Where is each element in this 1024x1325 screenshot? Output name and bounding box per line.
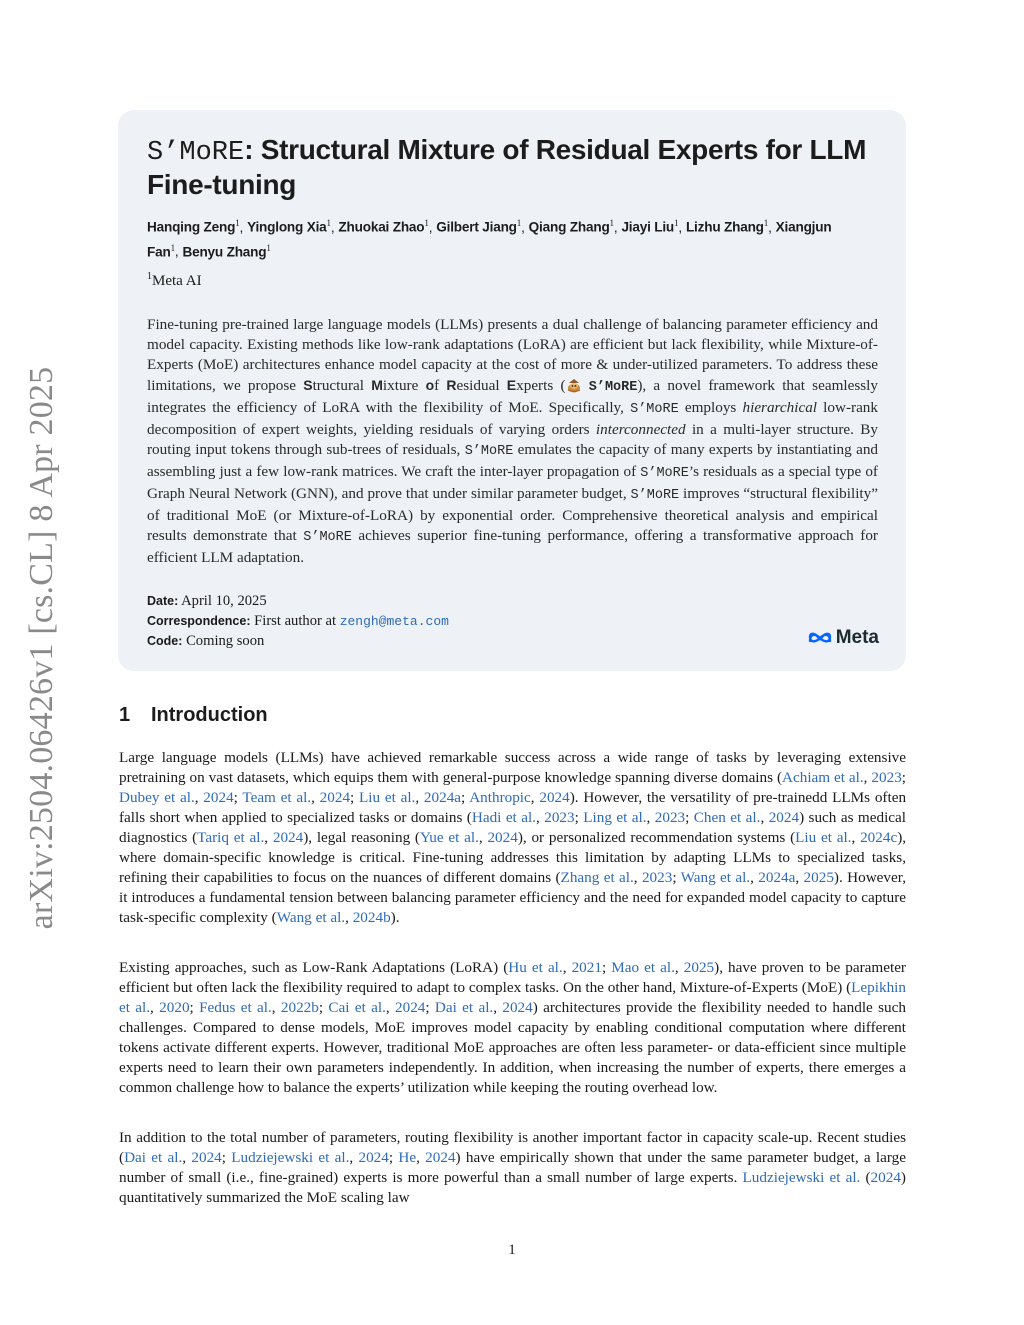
citation-link[interactable]: 2024a [423,789,462,806]
paragraph-text: ), legal reasoning ( [303,829,420,846]
citation-link[interactable]: 2024c [860,829,898,846]
affiliation-name: Meta AI [152,273,202,290]
paragraph-text: , [535,809,545,826]
paragraph-text: ) such as medical diagnostics ( [119,809,906,846]
paragraph-text: ; [221,1149,232,1166]
citation-link[interactable]: 2024a [758,869,796,886]
header-card [118,110,906,671]
author-name: Qiang Zhang [528,219,610,235]
citation-link[interactable]: Anthropic [469,789,531,806]
arxiv-identifier-stamp: arXiv:2504.06426v1 [cs.CL] 8 Apr 2025 [23,366,60,930]
author-affiliation-mark: 1 [674,218,679,228]
citation-link[interactable]: Chen et al. [693,809,761,826]
title-short-name: S’MoRE [147,138,245,168]
citation-link[interactable]: Dai et al. [124,1149,183,1166]
citation-link[interactable]: Achiam et al. [782,769,864,786]
paragraph-text: ; [901,769,907,786]
code-value: Coming soon [186,632,265,649]
correspondence-label: Correspondence: [147,613,251,628]
method-name: S’MoRE [588,380,638,396]
abstract [147,315,878,568]
paragraph-text: , [416,1149,426,1166]
intro-paragraph-2 [119,958,906,1098]
paragraph-text: ), where domain-specific knowledge is critical. Fine-tuning addresses this limitation by adapting LLMs to specialized tasks, refining their capabilities to focus on the nuances of different domains ( [119,829,907,886]
author-affiliation-mark: 1 [516,218,522,228]
paragraph-text: ; [461,789,470,806]
meta-logo [807,627,879,649]
paragraph-text: Large language models (LLMs) have achieved remarkable success across a wide range of tasks by leveraging extensive pretraining on vast datasets, which equips them with general-purpose knowledge spanning diverse domains ( [119,749,906,786]
citation-link[interactable]: 2024 [768,809,800,826]
paragraph-text: , [349,1149,359,1166]
citation-link[interactable]: Liu et al. [795,829,852,846]
paragraph-text: ). [390,909,400,926]
method-name: S’MoRE [464,444,514,460]
paragraph-text: , [674,959,684,976]
paragraph-text: , [264,829,273,846]
citation-link[interactable]: Dubey et al. [119,789,195,806]
citation-link[interactable]: Fedus et al. [199,999,272,1016]
page-number: 1 [508,1242,516,1258]
author-affiliation-mark: 1 [763,218,769,228]
paragraph-text: , [345,909,353,926]
abstract-text: employs [678,399,743,417]
paragraph-text: ; [601,959,612,976]
acronym-letter: o [425,377,435,394]
abstract-text: Fine-tuning pre-trained large language models (LLMs) presents a dual challenge of balancing parameter efficiency and model capacity. Existing methods like low-rank adaptations (LoRA) are efficient but lack flexibility, while Mixture-of-Experts (MoE) architectures enhance model capacity at the cost of more & under-utilized parameters. To address these limitations, we propose [147,316,878,395]
citation-link[interactable]: 2024 [487,829,518,846]
abstract-text: esidual [456,377,507,395]
date-label: Date: [147,594,179,609]
paragraph-text: ). However, it introduces a fundamental tension between balancing parameter efficiency and the need for expanded model capacity to capture task-specific complexity ( [119,869,906,926]
abstract-text: f [434,377,447,395]
citation-link[interactable]: Cai et al. [328,999,386,1016]
citation-link[interactable]: Liu et al. [359,789,416,806]
author-name: Xiangjun Fan [147,219,832,260]
author-affiliation-mark: 1 [326,218,331,228]
paragraph-text: , [271,999,281,1016]
citation-link[interactable]: 2021 [571,959,602,976]
abstract-text: ), a novel framework that seamlessly integrates the efficiency of LoRA with the flexibility of MoE. Specifically, [147,377,878,417]
citation-link[interactable]: 2024 [395,999,426,1016]
paragraph-text: , [760,809,769,826]
method-name: S’MoRE [640,466,689,482]
paragraph-text: , [182,1149,192,1166]
paragraph-text: ; [425,999,435,1016]
citation-link[interactable]: Mao et al. [611,959,675,976]
paragraph-text: ). However, the versatility of pre-trainedd LLMs often falls short when applied to specialized tasks or domains ( [119,789,907,826]
citation-link[interactable]: Ludziejewski et al. [742,1169,861,1186]
paragraph-text: , [478,829,488,846]
method-name: S’MoRE [630,488,680,504]
paragraph-text: ; [685,809,694,826]
citation-link[interactable]: 2022b [280,999,319,1016]
paragraph-text: , [385,999,395,1016]
author-name: Benyu Zhang [182,244,267,260]
abstract-text: in a multi-layer structure. By routing input tokens through sub-trees of residuals, [147,421,879,459]
citation-link[interactable]: Team et al. [242,789,312,806]
author-name: Gilbert Jiang [436,219,517,235]
date-row [147,592,878,612]
paragraph-text: ; [672,869,681,886]
paragraph-text: ; [388,1149,399,1166]
title-rest: : Structural Mixture of Residual Experts for LLM Fine-tuning [147,134,867,200]
citation-link[interactable]: 2024 [272,829,304,846]
code-row [147,632,878,652]
citation-link[interactable]: 2023 [654,809,686,826]
paragraph-text: , [415,789,424,806]
citation-link[interactable]: Zhang et al. [560,869,634,886]
citation-link[interactable]: 2024 [319,789,351,806]
abstract-text: ixture [382,377,426,395]
emphasis-text: interconnected [595,421,686,439]
paragraph-text: , [194,789,204,806]
section-number: 1 [119,704,131,726]
meta-logo-text: Meta [835,627,879,648]
author-affiliation-mark: 1 [235,218,240,228]
paper-metadata [147,592,878,651]
paragraph-text: Existing approaches, such as Low-Rank Adaptations (LoRA) ( [119,959,509,976]
paragraph-text: , [863,769,872,786]
citation-link[interactable]: Lepikhin et al. [119,979,906,1016]
citation-link[interactable]: 2020 [159,999,190,1016]
email-link[interactable]: zengh@meta.com [339,613,449,629]
paragraph-text: ) have empirically shown that under the same parameter budget, a large number of small (i.e., fine-grained) experts is more powerful than a small number of large experts. [119,1149,906,1186]
section-heading [119,704,268,727]
acronym-letter: M [371,377,383,394]
citation-link[interactable]: Tariq et al. [197,829,265,846]
abstract-text: xperts ( [516,377,566,395]
author-name: Jiayi Liu [621,219,675,235]
paragraph-text: ; [350,789,360,806]
paragraph-text: ; [233,789,243,806]
citation-link[interactable]: Hu et al. [508,959,563,976]
citation-link[interactable]: Wang et al. [276,909,346,926]
citation-link[interactable]: 2024 [191,1149,222,1166]
acronym-letter: R [446,377,457,394]
citation-link[interactable]: 2024 [425,1149,456,1166]
citation-link[interactable]: 2024b [352,909,391,926]
citation-link[interactable]: 2023 [641,869,673,886]
date-value: April 10, 2025 [181,593,267,610]
author-affiliation-mark: 1 [266,242,271,253]
method-name: S’MoRE [303,530,352,546]
citation-link[interactable]: 2025 [683,959,715,976]
intro-paragraph-1 [119,748,906,928]
paragraph-text: ( [860,1169,871,1186]
paragraph-text: , [851,829,861,846]
correspondence-text: First author at [254,612,337,629]
citation-link[interactable]: 2024 [870,1169,901,1186]
paragraph-text: , [150,999,160,1016]
affiliation-mark: 1 [147,271,152,283]
abstract-text: low-rank decomposition of expert weights, yielding residuals of varying orders [147,399,878,439]
author-affiliation-mark: 1 [424,218,429,228]
acronym-letter: S [303,377,313,394]
paragraph-text: , [562,959,572,976]
citation-link[interactable]: 2025 [803,869,834,886]
meta-infinity-icon [807,630,833,646]
citation-link[interactable]: He [398,1149,417,1166]
paragraph-text: ; [318,999,329,1016]
citation-link[interactable]: 2024 [539,789,570,806]
author-name: Yinglong Xia [247,219,327,235]
paragraph-text: , [311,789,320,806]
code-label: Code: [147,633,183,648]
citation-link[interactable]: 2023 [544,809,575,826]
paragraph-text: , [795,869,804,886]
citation-link[interactable]: 2023 [871,769,902,786]
citation-link[interactable]: 2024 [502,999,533,1016]
author-name: Lizhu Zhang [685,219,764,235]
paragraph-text: , [633,869,642,886]
paragraph-text: , [646,809,655,826]
paper-title [147,134,878,201]
author-name: Hanqing Zeng [147,219,236,235]
citation-link[interactable]: Ling et al. [583,809,647,826]
correspondence-row [147,612,878,632]
author-list: Hanqing Zeng$^1$, Yinglong Xia$^1$, Zhuokai Zhao$^1$, Gilbert Jiang$^1$, Qiang Zhang$^1$, Jiayi Liu$^1$, Lizhu Zhang$^1$, Xiangjun Fan$^1$, Benyu Zhang$^1$ [147,218,832,260]
author-affiliation-mark: 1 [609,218,614,228]
abstract-text: ’s residuals as a special type of Graph Neural Network (GNN), and prove that under similar parameter budget, [147,463,878,503]
paragraph-text: In addition to the total number of parameters, routing flexibility is another important factor in capacity scale-up. Recent studies ( [119,1129,906,1166]
citation-link[interactable]: Yue et al. [420,829,479,846]
paragraph-text: , [493,999,503,1016]
paragraph-text: ; [574,809,584,826]
section-title: Introduction [151,704,268,726]
paragraph-text: ), or personalized recommendation systems ( [517,829,796,846]
mascot-icon [566,377,582,393]
paragraph-text: ) quantitatively summarized the MoE scaling law [119,1169,906,1206]
citation-link[interactable]: Ludziejewski et al. [231,1149,350,1166]
abstract-text: emulates the capacity of many experts by instantiating and assembling just a few low-rank matrices. We craft the inter-layer propagation of [147,441,879,481]
intro-paragraph-3 [119,1128,906,1208]
citation-link[interactable]: 2024 [203,789,234,806]
acronym-letter: E [506,377,517,394]
author-affiliation-mark: 1 [170,242,175,253]
abstract-text: improves “structural flexibility” of traditional MoE (or Mixture-of-LoRA) by exponential order. Comprehensive theoretical analysis and empirical results demonstrate that [147,485,878,545]
method-name: S’MoRE [630,402,679,418]
citation-link[interactable]: 2024 [358,1149,389,1166]
paragraph-text: ), have proven to be parameter efficient but often lack the flexibility required to adapt to complex tasks. On the other hand, Mixture-of-Experts (MoE) ( [119,959,906,996]
citation-link[interactable]: Dai et al. [434,999,494,1016]
citation-link[interactable]: Wang et al. [680,869,751,886]
affiliation [147,271,878,290]
abstract-text: achieves superior fine-tuning performance, offering a transformative approach for efficient LLM adaptation. [147,527,878,567]
citation-link[interactable]: Hadi et al. [471,809,536,826]
emphasis-text: hierarchical [742,399,818,417]
paragraph-text: ; [189,999,200,1016]
paragraph-text: , [530,789,540,806]
abstract-text: tructural [312,377,372,395]
author-name: Zhuokai Zhao [338,219,425,235]
paragraph-text: , [750,869,759,886]
paragraph-text: ) architectures provide the flexibility needed to handle such challenges. Compared to dense models, MoE improves model capacity by enabling conditional computation where different tokens activate different experts. However, traditional MoE approaches are often less parameter- or data-efficient since multiple experts need to learn their own parameters independently. In addition, when increasing the number of experts, there emerges a common challenge how to balance the experts’ utilization while keeping the routing overhead low. [119,999,906,1096]
